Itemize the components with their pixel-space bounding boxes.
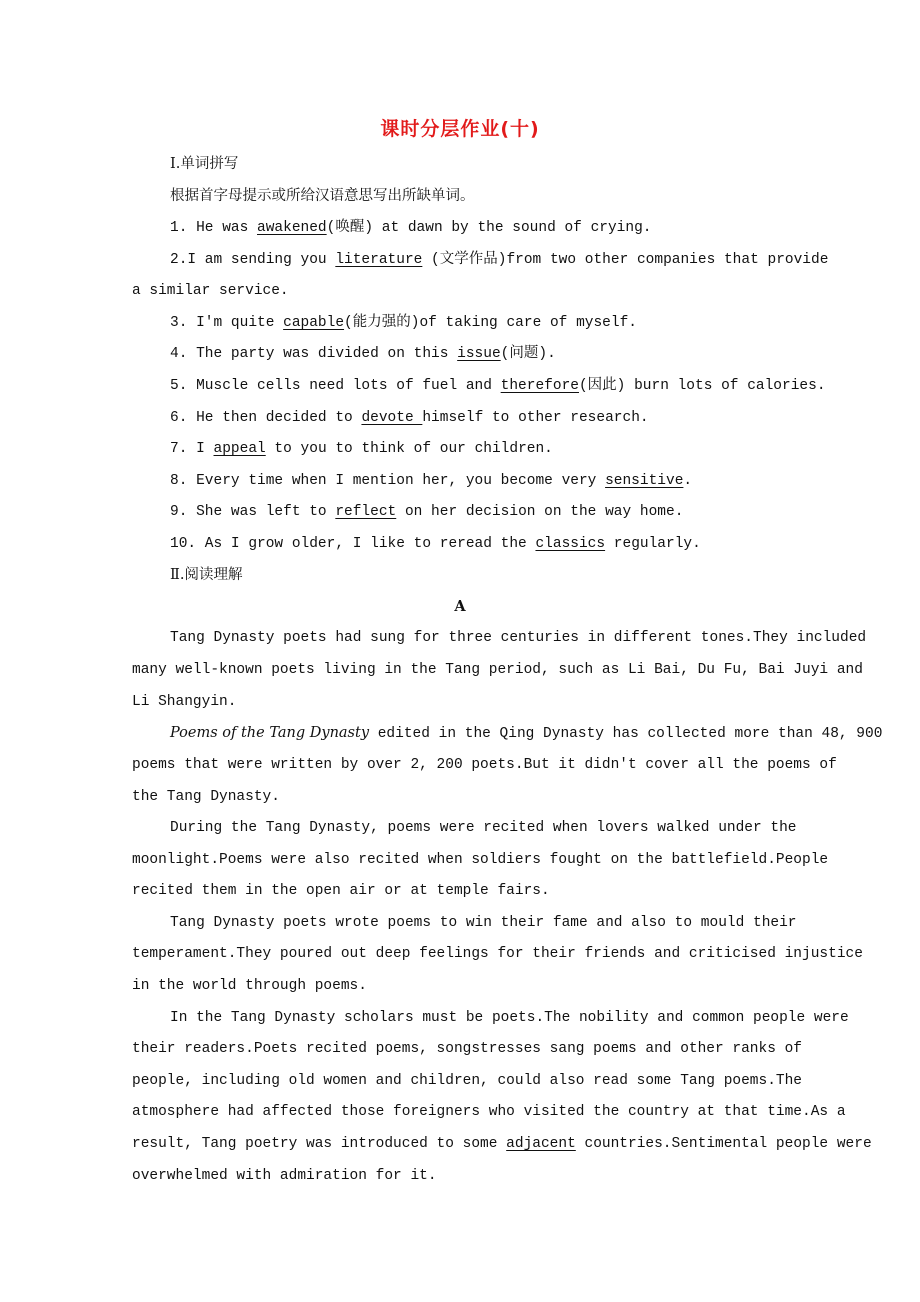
- paragraph-line: temperament.They poured out deep feelings for their friends and criticised injustice: [132, 946, 863, 962]
- paragraph-line: recited them in the open air or at temple fairs.: [132, 883, 550, 899]
- paragraph-line: atmosphere had affected those foreigners who visited the country at that time.As a: [132, 1104, 846, 1120]
- paragraph-line: [170, 723, 882, 744]
- vocab-item-3: [170, 313, 637, 333]
- vocab-text: 9. She was left to: [170, 504, 336, 520]
- vocab-text: on her decision on the way home.: [396, 504, 684, 520]
- vocab-item-1: [170, 218, 652, 238]
- vocab-text: to you to think of our children.: [265, 441, 553, 457]
- vocab-answer: classics: [535, 536, 606, 552]
- vocab-answer: literature: [335, 252, 423, 268]
- paragraph-text: result, Tang poetry was introduced to some: [132, 1136, 507, 1152]
- paragraph-text: edited in the Qing Dynasty has collected more than 48, 900: [369, 726, 883, 742]
- vocab-text: 6. He then decided to: [170, 410, 362, 426]
- vocab-text: 7. I: [170, 441, 214, 457]
- page-title: 课时分层作业(十): [380, 118, 540, 140]
- vocab-text: 2.I am sending you: [170, 252, 336, 268]
- vocab-text: 1. He was: [170, 220, 258, 236]
- paragraph-line: [132, 1134, 872, 1154]
- book-title: Poems of the Tang Dynasty: [170, 725, 370, 741]
- vocab-text: .: [683, 473, 693, 489]
- vocab-answer: reflect: [335, 504, 397, 520]
- vocab-text: (能力强的)of taking care of myself.: [344, 315, 637, 331]
- paragraph-line: overwhelmed with admiration for it.: [132, 1168, 437, 1184]
- vocab-text: 10. As I grow older, I like to reread the: [170, 536, 536, 552]
- section2-heading: Ⅱ.阅读理解: [170, 567, 243, 583]
- paragraph-line: in the world through poems.: [132, 978, 367, 994]
- vocab-item-2-cont: a similar service.: [132, 283, 289, 299]
- vocab-item-2: [170, 250, 828, 270]
- paragraph-line: Li Shangyin.: [132, 694, 237, 710]
- paragraph-line: During the Tang Dynasty, poems were recited when lovers walked under the: [170, 820, 797, 836]
- paragraph-line: poems that were written by over 2, 200 poets.But it didn't cover all the poems of: [132, 757, 837, 773]
- vocab-item-9: [170, 502, 683, 522]
- vocab-answer: therefore: [500, 378, 579, 394]
- vocab-text: 4. The party was divided on this: [170, 346, 458, 362]
- vocab-text: 8. Every time when I mention her, you become very: [170, 473, 606, 489]
- vocab-answer: appeal: [213, 441, 266, 457]
- vocab-text: (问题).: [500, 346, 556, 362]
- vocab-item-5: [170, 376, 826, 396]
- vocab-answer: sensitive: [605, 473, 684, 489]
- paragraph-line: their readers.Poets recited poems, songstresses sang poems and other ranks of: [132, 1041, 803, 1057]
- vocab-item-10: [170, 534, 701, 554]
- paragraph-line: Tang Dynasty poets had sung for three centuries in different tones.They included: [170, 630, 867, 646]
- vocab-item-8: [170, 471, 692, 491]
- paragraph-line: the Tang Dynasty.: [132, 789, 280, 805]
- passage-label: A: [454, 598, 466, 615]
- vocab-item-4: [170, 344, 556, 364]
- vocab-text: 5. Muscle cells need lots of fuel and: [170, 378, 501, 394]
- vocab-text: himself to other research.: [422, 410, 649, 426]
- vocab-answer: awakened: [257, 220, 327, 236]
- paragraph-line: people, including old women and children, could also read some Tang poems.The: [132, 1073, 803, 1089]
- vocab-text: (因此) burn lots of calories.: [578, 378, 826, 394]
- vocab-item-7: [170, 439, 553, 459]
- vocab-text: regularly.: [605, 536, 701, 552]
- section1-instruction: 根据首字母提示或所给汉语意思写出所缺单词。: [170, 188, 475, 204]
- paragraph-line: In the Tang Dynasty scholars must be poets.The nobility and common people were: [170, 1010, 849, 1026]
- paragraph-line: Tang Dynasty poets wrote poems to win their fame and also to mould their: [170, 915, 797, 931]
- vocab-text: (唤醒) at dawn by the sound of crying.: [326, 220, 652, 236]
- vocab-item-6: [170, 408, 649, 428]
- paragraph-text: countries.Sentimental people were: [575, 1136, 872, 1152]
- underlined-word: adjacent: [506, 1136, 576, 1152]
- paragraph-line: moonlight.Poems were also recited when soldiers fought on the battlefield.People: [132, 852, 829, 868]
- paragraph-line: many well-known poets living in the Tang period, such as Li Bai, Du Fu, Bai Juyi and: [132, 662, 863, 678]
- vocab-text: (文学作品)from two other companies that provide: [422, 252, 829, 268]
- section1-heading: Ⅰ.单词拼写: [170, 156, 239, 172]
- vocab-answer: issue: [457, 346, 501, 362]
- vocab-text: 3. I'm quite: [170, 315, 284, 331]
- vocab-answer: devote: [361, 410, 423, 426]
- vocab-answer: capable: [283, 315, 345, 331]
